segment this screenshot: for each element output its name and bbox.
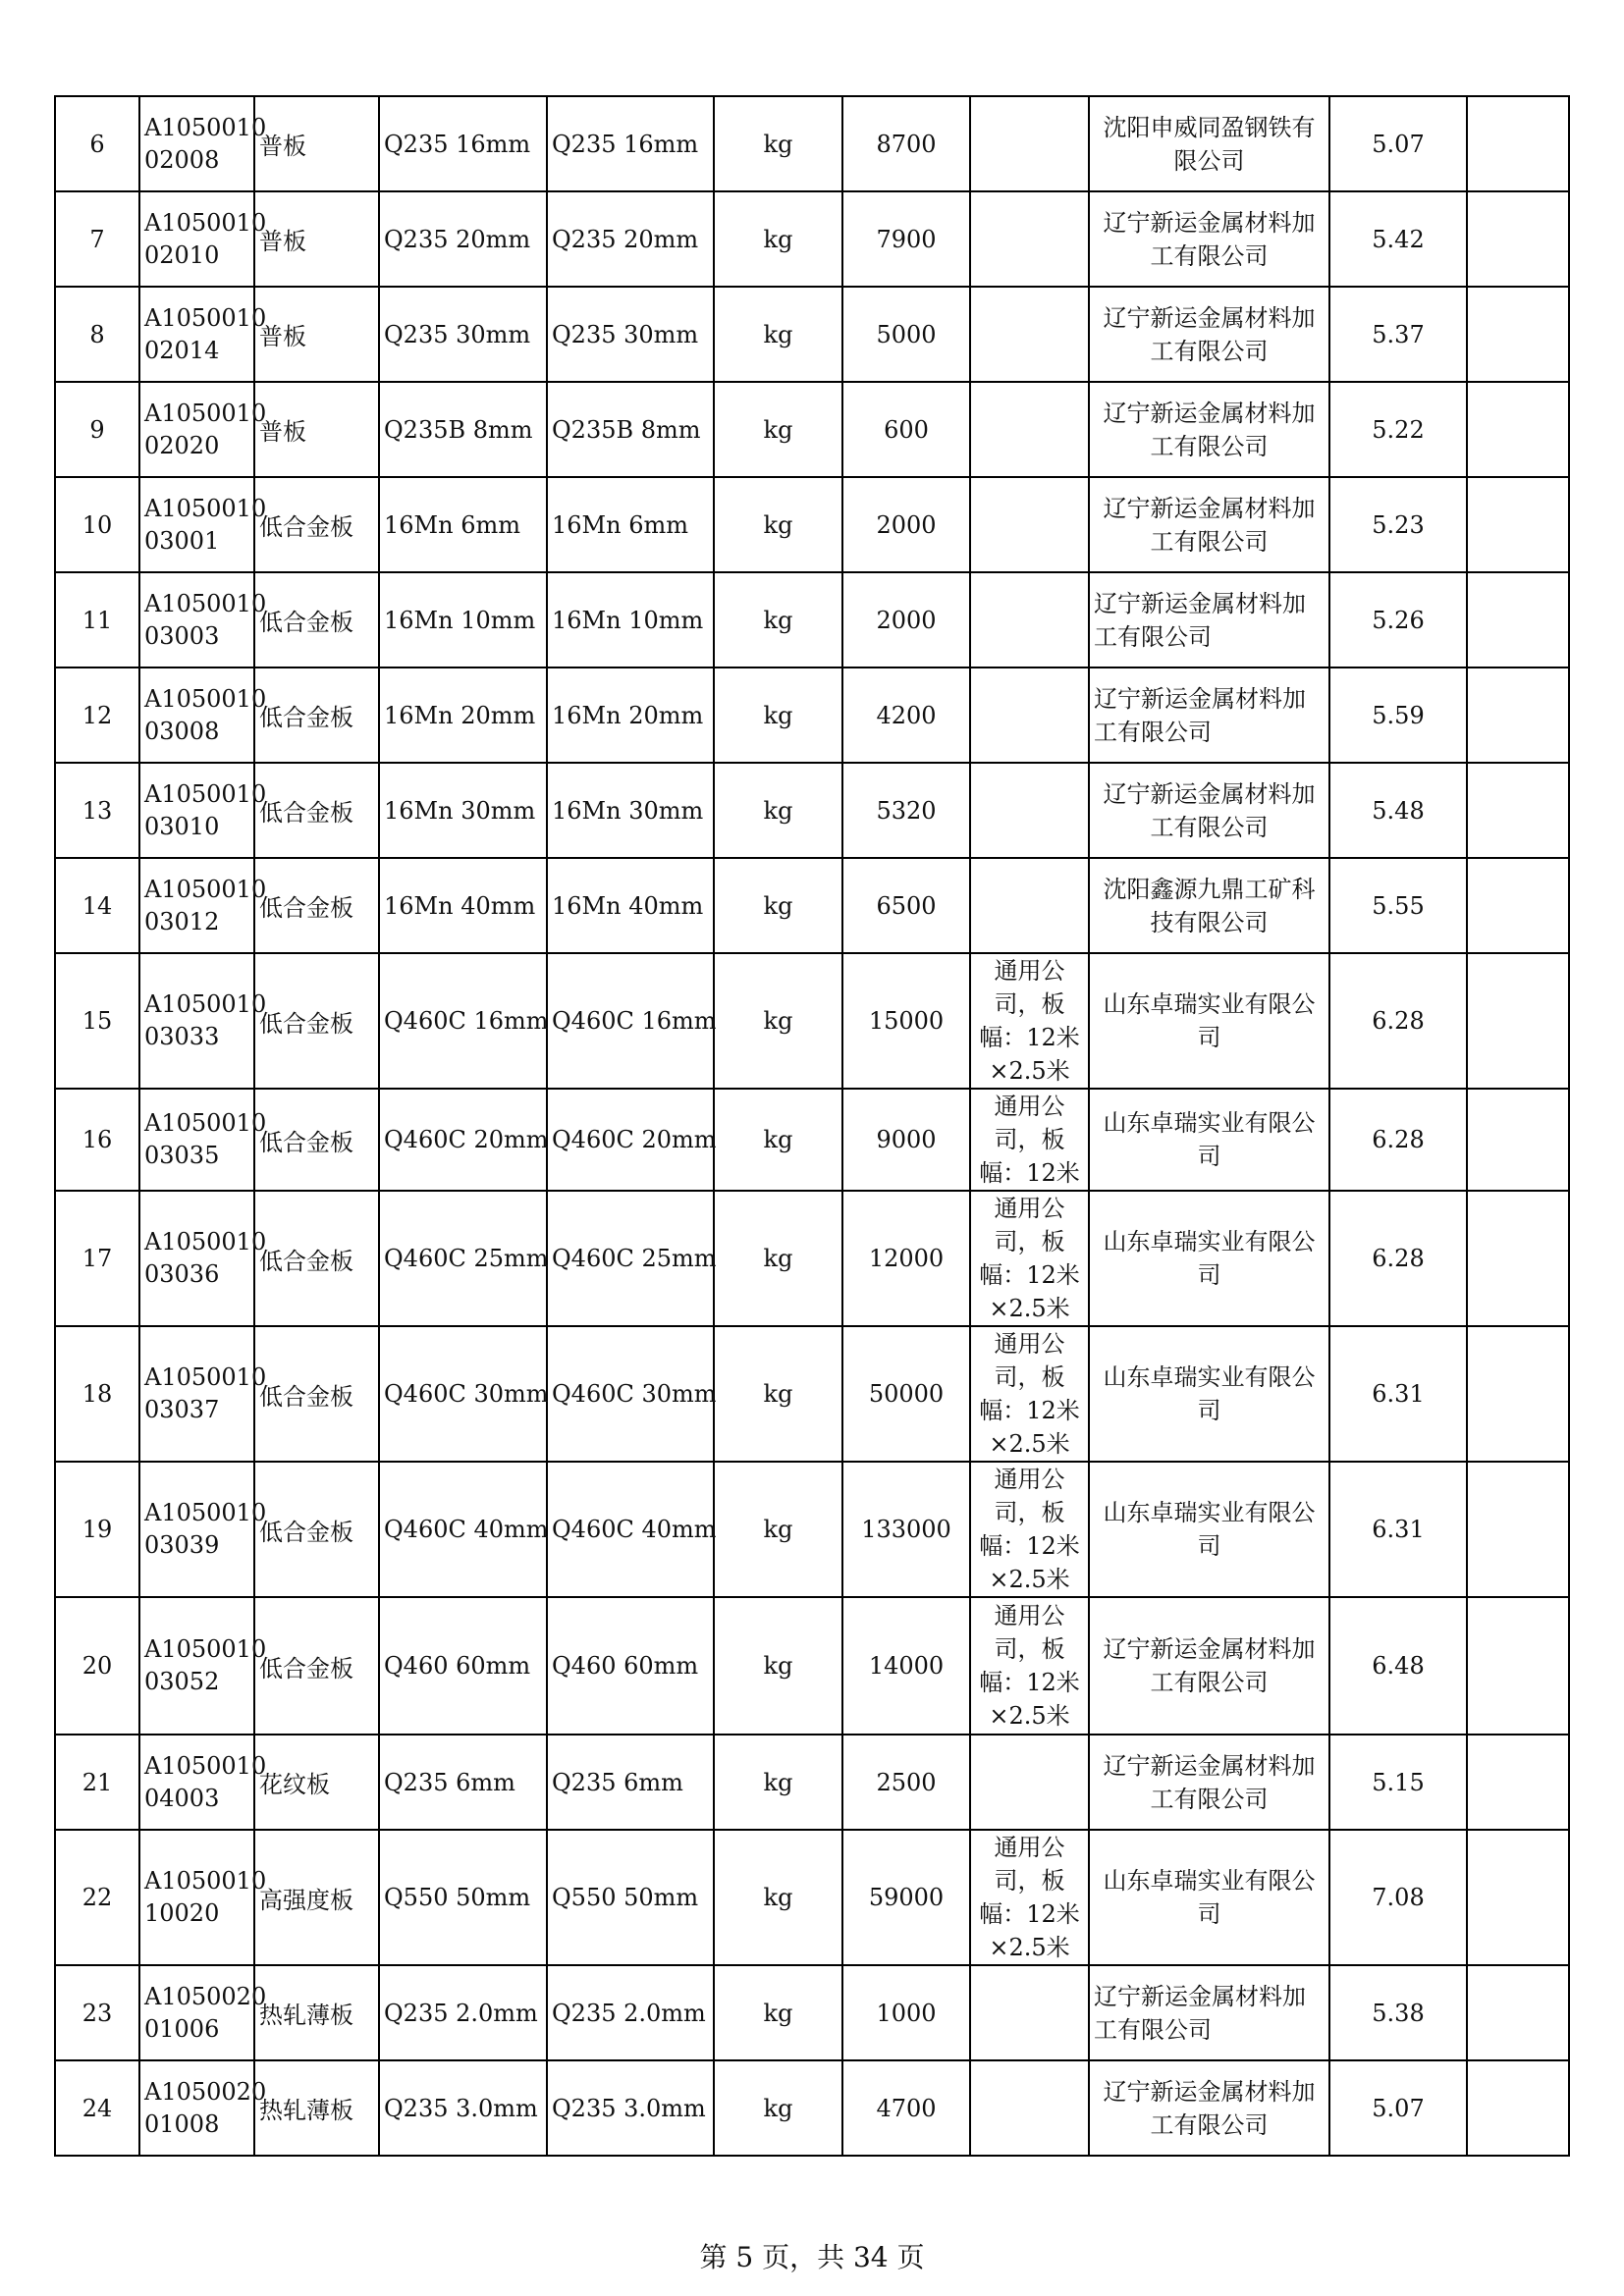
spec-offered: Q235 30mm	[547, 287, 714, 382]
material-code	[139, 96, 267, 191]
material-name: 普板	[254, 96, 379, 191]
supplier: 山东卓瑞实业有限公司	[1089, 1462, 1329, 1597]
material-code-line2: 03052	[144, 1668, 220, 1695]
remark	[970, 1965, 1089, 2060]
table-row	[55, 1191, 1569, 1326]
unit: kg	[714, 382, 842, 477]
spec-required: Q460C 30mm	[379, 1326, 547, 1462]
unit: kg	[714, 1326, 842, 1462]
row-number: 9	[55, 382, 139, 477]
empty-cell	[1467, 572, 1569, 667]
unit-price: 6.31	[1329, 1326, 1467, 1462]
row-number: 19	[55, 1462, 139, 1597]
row-number: 24	[55, 2060, 139, 2156]
material-code	[139, 287, 267, 382]
empty-cell	[1467, 1965, 1569, 2060]
spec-offered: Q550 50mm	[547, 1830, 714, 1965]
table-row	[55, 1965, 1569, 2060]
unit-price: 5.07	[1329, 96, 1467, 191]
quantity: 4200	[842, 667, 970, 763]
row-number: 11	[55, 572, 139, 667]
supplier: 山东卓瑞实业有限公司	[1089, 1326, 1329, 1462]
material-code-line2: 03012	[144, 907, 220, 935]
quantity: 15000	[842, 953, 970, 1089]
material-code-line2: 03003	[144, 621, 220, 650]
material-code-line1: A1050010	[144, 399, 267, 427]
material-name: 热轧薄板	[254, 2060, 379, 2156]
material-code-line1: A1050010	[144, 208, 267, 237]
material-code-line2: 01008	[144, 2109, 220, 2138]
material-code	[139, 1089, 267, 1191]
spec-offered: Q460 60mm	[547, 1597, 714, 1735]
material-name: 低合金板	[254, 477, 379, 572]
material-code	[139, 477, 267, 572]
material-code-line1: A1050010	[144, 990, 267, 1018]
empty-cell	[1467, 1735, 1569, 1830]
spec-required: Q460 60mm	[379, 1597, 547, 1735]
empty-cell	[1467, 477, 1569, 572]
supplier: 山东卓瑞实业有限公司	[1089, 953, 1329, 1089]
unit-price: 5.15	[1329, 1735, 1467, 1830]
empty-cell	[1467, 191, 1569, 287]
material-code-line1: A1050010	[144, 1499, 267, 1526]
row-number: 13	[55, 763, 139, 858]
remark: 通用公司，板幅：12米×2.5米	[970, 1462, 1089, 1597]
spec-required: Q235 30mm	[379, 287, 547, 382]
material-code-line1: A1050010	[144, 303, 267, 332]
supplier: 辽宁新运金属材料加工有限公司	[1089, 1965, 1329, 2060]
row-number: 17	[55, 1191, 139, 1326]
row-number: 8	[55, 287, 139, 382]
unit: kg	[714, 667, 842, 763]
material-code-line1: A1050010	[144, 1635, 267, 1663]
table-row	[55, 858, 1569, 953]
quantity: 133000	[842, 1462, 970, 1597]
remark	[970, 2060, 1089, 2156]
table-row	[55, 572, 1569, 667]
spec-offered: Q460C 20mm	[547, 1089, 714, 1191]
material-code-line1: A1050010	[144, 113, 267, 141]
material-name: 热轧薄板	[254, 1965, 379, 2060]
unit: kg	[714, 1965, 842, 2060]
remark	[970, 287, 1089, 382]
row-number: 22	[55, 1830, 139, 1965]
row-number: 14	[55, 858, 139, 953]
material-code-line2: 02014	[144, 336, 220, 364]
unit-price: 6.48	[1329, 1597, 1467, 1735]
remark: 通用公司，板幅：12米×2.5米	[970, 1326, 1089, 1462]
spec-offered: 16Mn 6mm	[547, 477, 714, 572]
unit-price: 5.38	[1329, 1965, 1467, 2060]
table-row	[55, 953, 1569, 1089]
supplier: 辽宁新运金属材料加工有限公司	[1089, 667, 1329, 763]
spec-required: Q235 2.0mm	[379, 1965, 547, 2060]
material-name: 低合金板	[254, 1326, 379, 1462]
material-code-line1: A1050010	[144, 1228, 267, 1255]
supplier: 山东卓瑞实业有限公司	[1089, 1191, 1329, 1326]
unit-price: 5.26	[1329, 572, 1467, 667]
material-code-line1: A1050010	[144, 1363, 267, 1391]
table-row	[55, 1830, 1569, 1965]
spec-required: Q460C 25mm	[379, 1191, 547, 1326]
material-name: 低合金板	[254, 953, 379, 1089]
spec-offered: Q460C 25mm	[547, 1191, 714, 1326]
material-code-line1: A1050010	[144, 1751, 267, 1780]
material-code	[139, 1597, 267, 1735]
row-number: 20	[55, 1597, 139, 1735]
material-code-line2: 01006	[144, 2014, 220, 2043]
table-row	[55, 477, 1569, 572]
material-name: 高强度板	[254, 1830, 379, 1965]
spec-offered: Q460C 40mm	[547, 1462, 714, 1597]
page-footer: 第 5 页，共 34 页	[699, 2241, 925, 2273]
row-number: 6	[55, 96, 139, 191]
spec-offered: 16Mn 40mm	[547, 858, 714, 953]
empty-cell	[1467, 858, 1569, 953]
spec-offered: Q235 16mm	[547, 96, 714, 191]
spec-offered: Q460C 30mm	[547, 1326, 714, 1462]
unit-price: 7.08	[1329, 1830, 1467, 1965]
supplier: 山东卓瑞实业有限公司	[1089, 1830, 1329, 1965]
supplier: 辽宁新运金属材料加工有限公司	[1089, 572, 1329, 667]
material-code-line2: 03033	[144, 1023, 220, 1050]
spec-required: Q235 6mm	[379, 1735, 547, 1830]
unit-price: 6.28	[1329, 1089, 1467, 1191]
unit-price: 6.28	[1329, 953, 1467, 1089]
spec-offered: Q235 20mm	[547, 191, 714, 287]
spec-offered: Q235 6mm	[547, 1735, 714, 1830]
quantity: 2000	[842, 477, 970, 572]
row-number: 7	[55, 191, 139, 287]
spec-required: 16Mn 10mm	[379, 572, 547, 667]
table-row	[55, 667, 1569, 763]
unit: kg	[714, 1830, 842, 1965]
remark	[970, 763, 1089, 858]
table-row	[55, 1735, 1569, 1830]
spec-required: Q460C 20mm	[379, 1089, 547, 1191]
material-code-line2: 03008	[144, 717, 220, 745]
unit: kg	[714, 1462, 842, 1597]
unit-price: 5.23	[1329, 477, 1467, 572]
spec-required: Q550 50mm	[379, 1830, 547, 1965]
unit-price: 5.48	[1329, 763, 1467, 858]
material-code-line1: A1050010	[144, 1867, 267, 1895]
material-code-line2: 03037	[144, 1396, 220, 1423]
material-code-line2: 02008	[144, 145, 220, 174]
material-code	[139, 763, 267, 858]
supplier: 辽宁新运金属材料加工有限公司	[1089, 763, 1329, 858]
material-code	[139, 191, 267, 287]
material-code	[139, 1735, 267, 1830]
empty-cell	[1467, 953, 1569, 1089]
material-code-line2: 03035	[144, 1142, 220, 1169]
spec-required: Q460C 40mm	[379, 1462, 547, 1597]
quantity: 2000	[842, 572, 970, 667]
table-row	[55, 1089, 1569, 1191]
supplier: 山东卓瑞实业有限公司	[1089, 1089, 1329, 1191]
remark: 通用公司，板幅：12米	[970, 1089, 1089, 1191]
quantity: 50000	[842, 1326, 970, 1462]
material-name: 低合金板	[254, 1462, 379, 1597]
remark	[970, 477, 1089, 572]
unit-price: 5.07	[1329, 2060, 1467, 2156]
material-name: 低合金板	[254, 667, 379, 763]
quantity: 600	[842, 382, 970, 477]
material-code-line1: A1050010	[144, 875, 267, 903]
remark: 通用公司，板幅：12米×2.5米	[970, 1830, 1089, 1965]
material-name: 低合金板	[254, 1089, 379, 1191]
unit: kg	[714, 2060, 842, 2156]
table-row	[55, 287, 1569, 382]
spec-required: 16Mn 30mm	[379, 763, 547, 858]
table-row	[55, 1462, 1569, 1597]
remark	[970, 858, 1089, 953]
material-code-line2: 03039	[144, 1531, 220, 1559]
unit: kg	[714, 477, 842, 572]
spec-required: Q235 16mm	[379, 96, 547, 191]
material-code-line2: 04003	[144, 1784, 220, 1812]
unit-price: 6.28	[1329, 1191, 1467, 1326]
unit-price: 5.37	[1329, 287, 1467, 382]
empty-cell	[1467, 1462, 1569, 1597]
empty-cell	[1467, 667, 1569, 763]
quantity: 5320	[842, 763, 970, 858]
table-row	[55, 191, 1569, 287]
table-row	[55, 382, 1569, 477]
material-name: 低合金板	[254, 1597, 379, 1735]
material-name: 普板	[254, 287, 379, 382]
spec-required: Q460C 16mm	[379, 953, 547, 1089]
material-name: 低合金板	[254, 572, 379, 667]
material-code	[139, 667, 267, 763]
unit: kg	[714, 1089, 842, 1191]
empty-cell	[1467, 382, 1569, 477]
material-code	[139, 2060, 267, 2156]
spec-required: 16Mn 6mm	[379, 477, 547, 572]
unit-price: 5.42	[1329, 191, 1467, 287]
material-code-line1: A1050010	[144, 1109, 267, 1137]
material-code	[139, 1965, 267, 2060]
spec-required: Q235B 8mm	[379, 382, 547, 477]
unit: kg	[714, 953, 842, 1089]
spec-required: Q235 3.0mm	[379, 2060, 547, 2156]
spec-offered: 16Mn 20mm	[547, 667, 714, 763]
unit-price: 5.22	[1329, 382, 1467, 477]
unit: kg	[714, 1597, 842, 1735]
material-code	[139, 953, 267, 1089]
material-code-line1: A1050010	[144, 494, 267, 522]
quantity: 7900	[842, 191, 970, 287]
material-code-line2: 02010	[144, 240, 220, 269]
material-code	[139, 572, 267, 667]
spec-required: Q235 20mm	[379, 191, 547, 287]
material-code-line1: A1050010	[144, 779, 267, 808]
quantity: 1000	[842, 1965, 970, 2060]
remark	[970, 382, 1089, 477]
quantity: 9000	[842, 1089, 970, 1191]
materials-table	[54, 95, 1570, 2157]
unit: kg	[714, 763, 842, 858]
material-code-line1: A1050020	[144, 2077, 267, 2106]
quantity: 2500	[842, 1735, 970, 1830]
remark: 通用公司，板幅：12米×2.5米	[970, 1597, 1089, 1735]
row-number: 18	[55, 1326, 139, 1462]
material-name: 低合金板	[254, 763, 379, 858]
spec-offered: Q460C 16mm	[547, 953, 714, 1089]
empty-cell	[1467, 1089, 1569, 1191]
table-row	[55, 1326, 1569, 1462]
quantity: 4700	[842, 2060, 970, 2156]
row-number: 16	[55, 1089, 139, 1191]
unit: kg	[714, 287, 842, 382]
spec-required: 16Mn 20mm	[379, 667, 547, 763]
material-code-line2: 03036	[144, 1260, 220, 1288]
supplier: 沈阳申威同盈钢铁有限公司	[1089, 96, 1329, 191]
remark	[970, 572, 1089, 667]
empty-cell	[1467, 1191, 1569, 1326]
material-code	[139, 1830, 267, 1965]
quantity: 6500	[842, 858, 970, 953]
supplier: 辽宁新运金属材料加工有限公司	[1089, 1597, 1329, 1735]
spec-required: 16Mn 40mm	[379, 858, 547, 953]
material-code-line1: A1050020	[144, 1982, 267, 2010]
table-body	[55, 96, 1569, 2156]
table-row	[55, 763, 1569, 858]
quantity: 59000	[842, 1830, 970, 1965]
spec-offered: 16Mn 30mm	[547, 763, 714, 858]
table-row	[55, 1597, 1569, 1735]
unit: kg	[714, 858, 842, 953]
material-code	[139, 382, 267, 477]
supplier: 辽宁新运金属材料加工有限公司	[1089, 287, 1329, 382]
material-code-line1: A1050010	[144, 589, 267, 617]
unit-price: 6.31	[1329, 1462, 1467, 1597]
supplier: 辽宁新运金属材料加工有限公司	[1089, 477, 1329, 572]
empty-cell	[1467, 287, 1569, 382]
unit-price: 5.59	[1329, 667, 1467, 763]
material-name: 普板	[254, 191, 379, 287]
material-code	[139, 858, 267, 953]
material-code	[139, 1326, 267, 1462]
supplier: 辽宁新运金属材料加工有限公司	[1089, 382, 1329, 477]
unit: kg	[714, 191, 842, 287]
empty-cell	[1467, 1597, 1569, 1735]
material-code-line1: A1050010	[144, 684, 267, 713]
unit-price: 5.55	[1329, 858, 1467, 953]
material-code-line2: 02020	[144, 431, 220, 459]
unit: kg	[714, 1735, 842, 1830]
empty-cell	[1467, 2060, 1569, 2156]
row-number: 15	[55, 953, 139, 1089]
spec-offered: Q235B 8mm	[547, 382, 714, 477]
supplier: 辽宁新运金属材料加工有限公司	[1089, 2060, 1329, 2156]
row-number: 10	[55, 477, 139, 572]
empty-cell	[1467, 96, 1569, 191]
unit: kg	[714, 1191, 842, 1326]
material-code-line2: 03010	[144, 812, 220, 840]
table-row	[55, 2060, 1569, 2156]
material-code	[139, 1462, 267, 1597]
spec-offered: Q235 2.0mm	[547, 1965, 714, 2060]
unit: kg	[714, 96, 842, 191]
remark: 通用公司，板幅：12米×2.5米	[970, 953, 1089, 1089]
empty-cell	[1467, 1830, 1569, 1965]
material-name: 普板	[254, 382, 379, 477]
remark	[970, 667, 1089, 763]
row-number: 21	[55, 1735, 139, 1830]
empty-cell	[1467, 763, 1569, 858]
material-code-line2: 03001	[144, 526, 220, 555]
spec-offered: Q235 3.0mm	[547, 2060, 714, 2156]
supplier: 沈阳鑫源九鼎工矿科技有限公司	[1089, 858, 1329, 953]
material-name: 低合金板	[254, 858, 379, 953]
unit: kg	[714, 572, 842, 667]
supplier: 辽宁新运金属材料加工有限公司	[1089, 1735, 1329, 1830]
remark	[970, 191, 1089, 287]
remark: 通用公司，板幅：12米×2.5米	[970, 1191, 1089, 1326]
material-code	[139, 1191, 267, 1326]
material-name: 花纹板	[254, 1735, 379, 1830]
row-number: 23	[55, 1965, 139, 2060]
quantity: 8700	[842, 96, 970, 191]
remark	[970, 1735, 1089, 1830]
quantity: 14000	[842, 1597, 970, 1735]
quantity: 12000	[842, 1191, 970, 1326]
remark	[970, 96, 1089, 191]
material-name: 低合金板	[254, 1191, 379, 1326]
quantity: 5000	[842, 287, 970, 382]
row-number: 12	[55, 667, 139, 763]
table-row	[55, 96, 1569, 191]
empty-cell	[1467, 1326, 1569, 1462]
material-code-line2: 10020	[144, 1899, 220, 1927]
spec-offered: 16Mn 10mm	[547, 572, 714, 667]
supplier: 辽宁新运金属材料加工有限公司	[1089, 191, 1329, 287]
